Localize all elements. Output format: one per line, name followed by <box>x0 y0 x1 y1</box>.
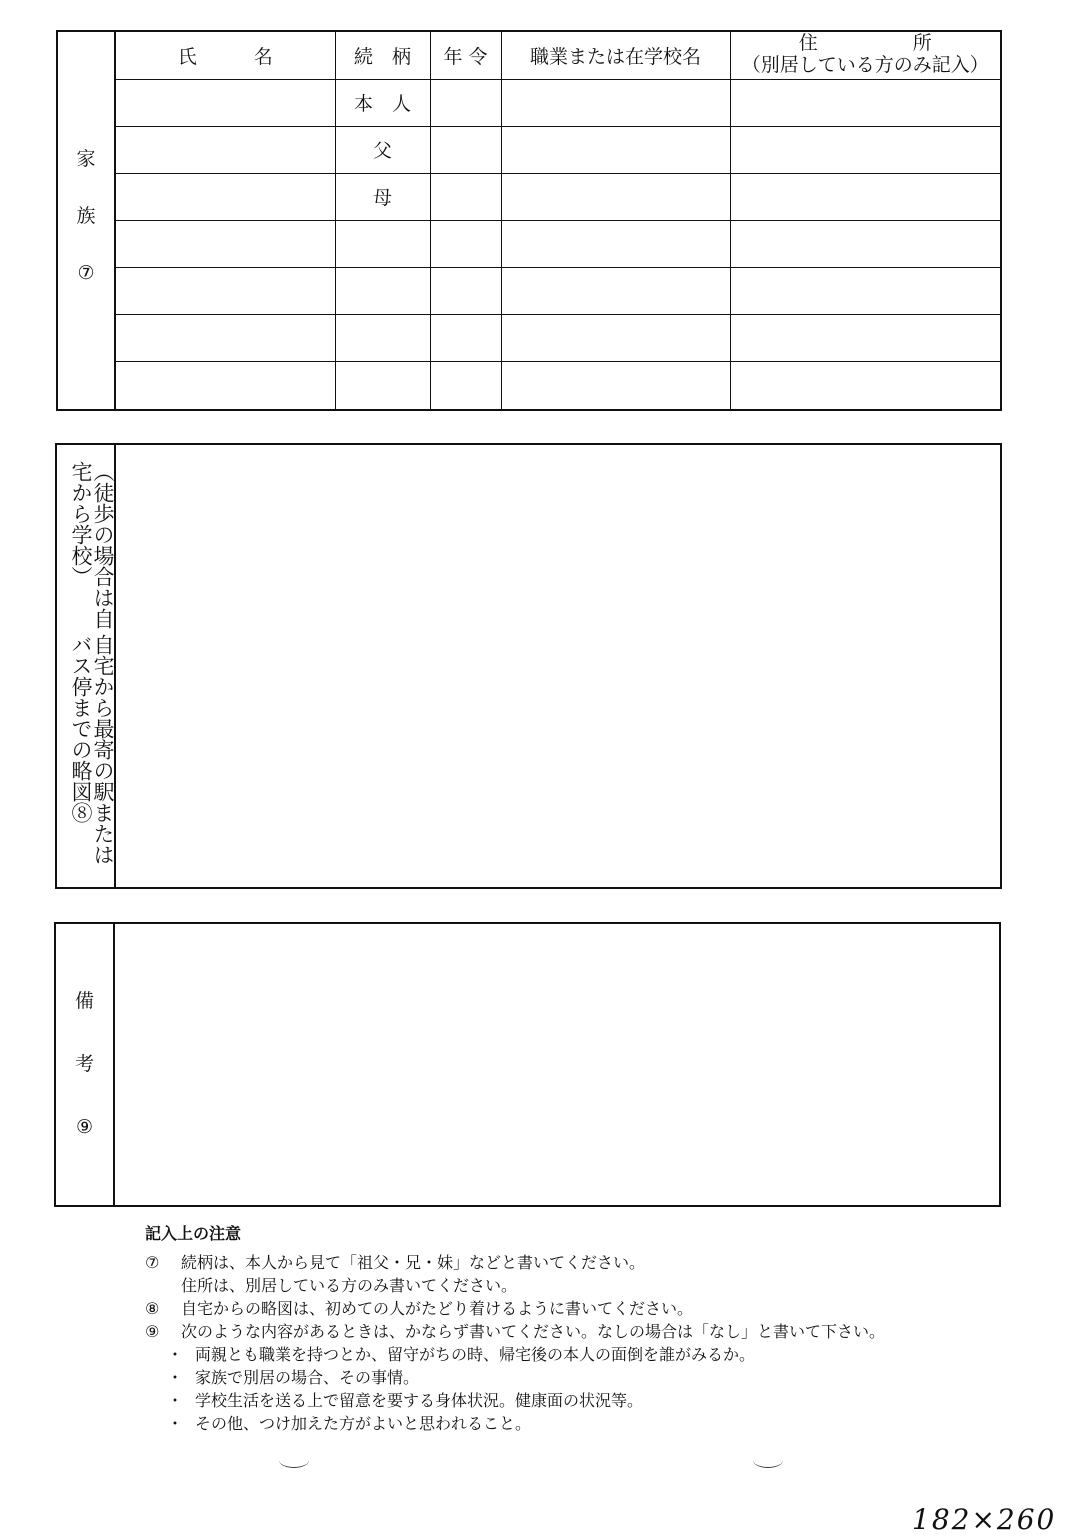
instruction-mark: ⑨ <box>145 1322 160 1341</box>
table-row <box>116 361 1000 409</box>
header-age: 年 令 <box>430 32 501 79</box>
occupation-cell[interactable] <box>501 267 730 314</box>
family-side-label <box>58 32 116 409</box>
table-row <box>116 79 1000 126</box>
occupation-cell[interactable] <box>501 173 730 220</box>
instruction-item <box>145 1251 1025 1274</box>
instruction-bullet: ・ その他、つけ加えた方がよいと思われること。 <box>167 1414 532 1433</box>
remarks-side-label <box>56 924 115 1205</box>
name-cell[interactable] <box>116 79 335 126</box>
instruction-text: 続柄は、本人から見て「祖父・兄・妹」などと書いてください。 <box>181 1253 646 1272</box>
map-label-col1: （徒歩の場合は自宅から学校） <box>68 461 115 629</box>
remarks-label-char-2: 考 <box>74 1053 94 1075</box>
age-cell[interactable] <box>430 361 501 409</box>
table-row <box>116 173 1000 220</box>
age-cell[interactable] <box>430 314 501 361</box>
relation-cell[interactable] <box>335 220 430 267</box>
instruction-continuation: 住所は、別居している方のみ書いてください。 <box>181 1276 518 1295</box>
table-row <box>116 267 1000 314</box>
instruction-mark: ⑧ <box>145 1299 160 1318</box>
family-label-char-3: ⑦ <box>77 262 95 284</box>
name-cell[interactable] <box>116 220 335 267</box>
table-row <box>116 220 1000 267</box>
header-name: 氏 名 <box>116 32 335 79</box>
address-cell[interactable] <box>730 314 1000 361</box>
relation-cell[interactable] <box>335 361 430 409</box>
occupation-cell[interactable] <box>501 314 730 361</box>
instruction-item <box>145 1297 1025 1320</box>
instruction-text: 次のような内容があるときは、かならず書いてください。なしの場合は「なし」と書いて下さい。 <box>181 1322 886 1341</box>
binding-hole-mark-left <box>279 1453 309 1468</box>
occupation-cell[interactable] <box>501 220 730 267</box>
bullet-text: 両親とも職業を持つとか、留守がちの時、帰宅後の本人の面倒を誰がみるか。 <box>195 1345 756 1364</box>
family-table <box>116 32 1000 409</box>
table-row <box>116 126 1000 173</box>
relation-cell: 本 人 <box>335 79 430 126</box>
family-label-char-1: 家 <box>76 148 96 170</box>
instruction-mark: ⑦ <box>145 1253 160 1272</box>
address-cell[interactable] <box>730 173 1000 220</box>
address-cell[interactable] <box>730 267 1000 314</box>
bullet-text: その他、つけ加えた方がよいと思われること。 <box>195 1414 532 1433</box>
map-label-col2: 自宅から最寄の駅またはバス停までの略図⑧ <box>68 633 115 865</box>
instructions-title: 記入上の注意 <box>145 1224 242 1243</box>
table-row <box>116 314 1000 361</box>
header-address <box>730 32 1000 79</box>
remarks-writing-area[interactable] <box>115 924 999 1205</box>
name-cell[interactable] <box>116 361 335 409</box>
family-table-section <box>56 30 1002 411</box>
age-cell[interactable] <box>430 79 501 126</box>
instructions <box>145 1222 1025 1435</box>
binding-hole-mark-right <box>753 1453 783 1468</box>
address-cell[interactable] <box>730 79 1000 126</box>
age-cell[interactable] <box>430 173 501 220</box>
address-cell[interactable] <box>730 220 1000 267</box>
map-label <box>57 461 114 881</box>
header-address-line1: 住 所 <box>798 32 932 55</box>
age-cell[interactable] <box>430 220 501 267</box>
name-cell[interactable] <box>116 126 335 173</box>
instruction-bullet: ・ 両親とも職業を持つとか、留守がちの時、帰宅後の本人の面倒を誰がみるか。 <box>167 1345 756 1364</box>
family-label-char-2: 族 <box>76 205 96 227</box>
relation-cell: 母 <box>335 173 430 220</box>
remarks-label-char-3: ⑨ <box>75 1116 94 1138</box>
header-occupation: 職業または在学校名 <box>501 32 730 79</box>
remarks-section <box>54 922 1001 1207</box>
instruction-text: 自宅からの略図は、初めての人がたどり着けるように書いてください。 <box>181 1299 694 1318</box>
bullet-text: 家族で別居の場合、その事情。 <box>195 1368 420 1387</box>
handwritten-size-note: 182×260 <box>912 1503 1057 1536</box>
address-cell[interactable] <box>730 126 1000 173</box>
instruction-bullet: ・ 学校生活を送る上で留意を要する身体状況。健康面の状況等。 <box>167 1391 644 1410</box>
instruction-bullet: ・ 家族で別居の場合、その事情。 <box>167 1368 420 1387</box>
address-cell[interactable] <box>730 361 1000 409</box>
occupation-cell[interactable] <box>501 361 730 409</box>
age-cell[interactable] <box>430 126 501 173</box>
header-relation: 続 柄 <box>335 32 430 79</box>
family-table-header-row <box>116 32 1000 79</box>
age-cell[interactable] <box>430 267 501 314</box>
name-cell[interactable] <box>116 173 335 220</box>
remarks-label-char-1: 備 <box>74 990 94 1012</box>
name-cell[interactable] <box>116 267 335 314</box>
relation-cell[interactable] <box>335 314 430 361</box>
instruction-item <box>145 1320 1025 1343</box>
occupation-cell[interactable] <box>501 126 730 173</box>
map-section <box>55 443 1002 889</box>
map-side-label <box>57 445 116 887</box>
map-drawing-area[interactable] <box>116 445 1000 887</box>
header-address-line2: （別居している方のみ記入） <box>741 54 989 77</box>
bullet-text: 学校生活を送る上で留意を要する身体状況。健康面の状況等。 <box>195 1391 644 1410</box>
occupation-cell[interactable] <box>501 79 730 126</box>
name-cell[interactable] <box>116 314 335 361</box>
relation-cell[interactable] <box>335 267 430 314</box>
relation-cell: 父 <box>335 126 430 173</box>
